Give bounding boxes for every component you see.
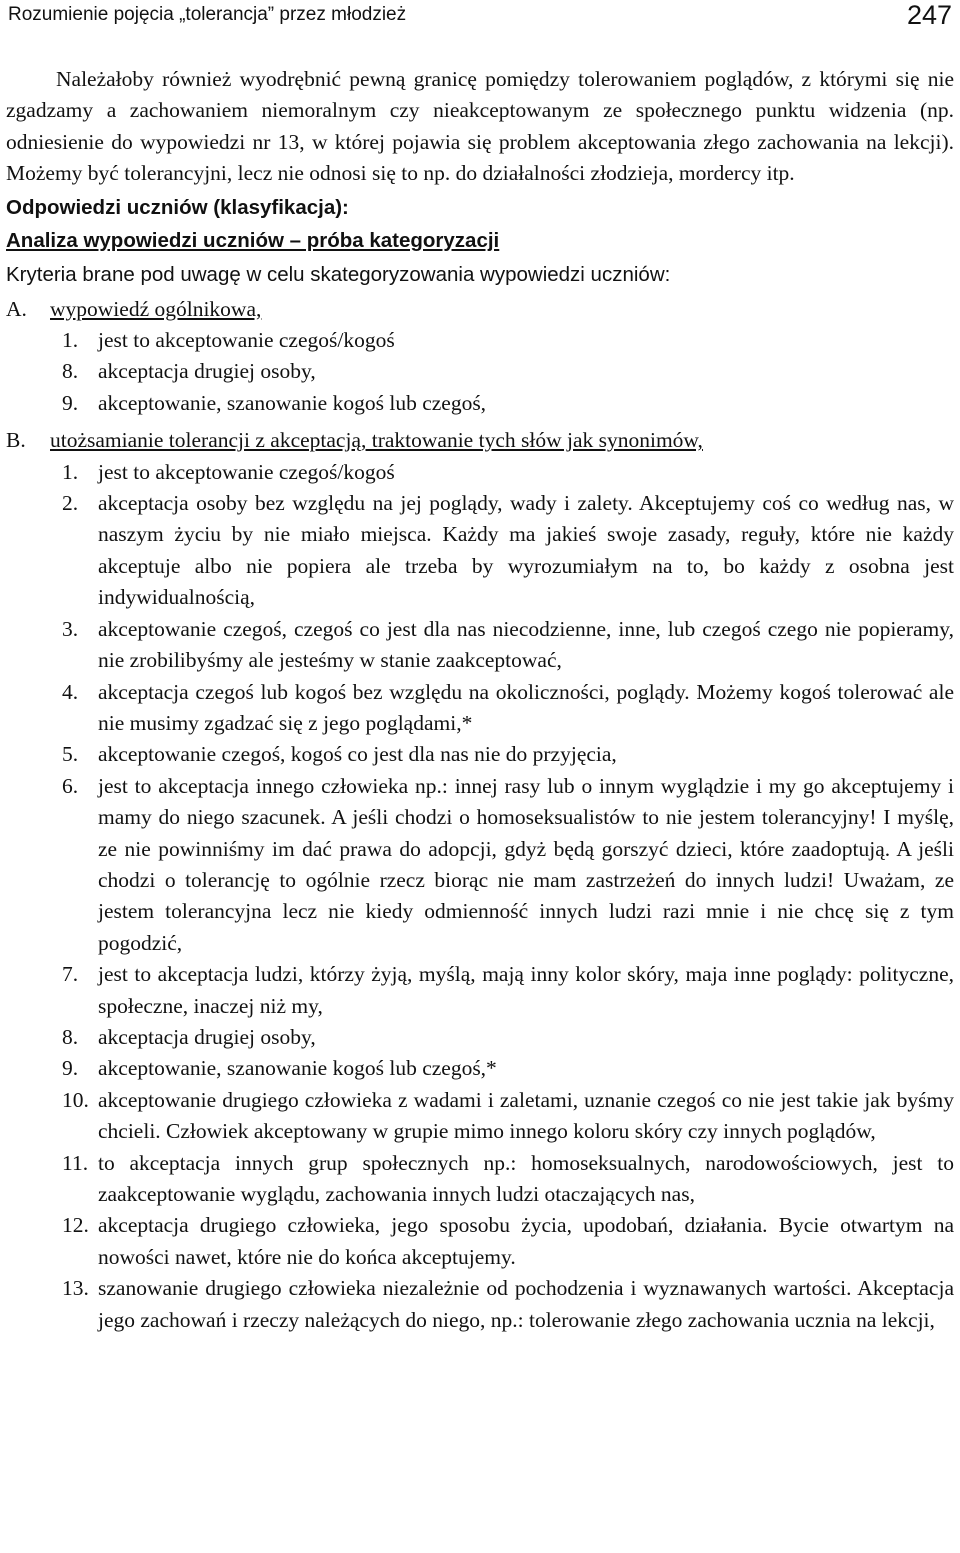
list-item-number: 5. [62, 742, 79, 767]
list-item [6, 1148, 954, 1211]
list-item [6, 1085, 954, 1148]
list-item [6, 488, 954, 614]
list-item-number: 4. [62, 679, 79, 704]
list-item-number: 1. [62, 459, 79, 484]
list-item [6, 677, 954, 740]
running-header: Rozumienie pojęcia „tolerancja” przez młodzież [8, 4, 407, 25]
list-item-text: szanowanie drugiego człowieka niezależnie od pochodzenia i wyznawanych wartości. Akceptacja jego zachowań i rzeczy należących do niego, np.: tolerowanie złego zachowania ucznia na lekcji, [98, 1276, 954, 1332]
list-item-number: 13. [62, 1276, 89, 1301]
list-item-text: jest to akceptowanie czegoś/kogoś [98, 459, 395, 484]
list-item-number: 9. [62, 390, 79, 415]
list-item [6, 1022, 954, 1053]
list-item-text: jest to akceptacja innego człowieka np.: innej rasy lub o innym wyglądzie i my go akceptujemy i mamy do niego szacunek. A jeśli chodzi o homoseksualistów to nie jestem tolerancyjny! I myślę, ze nie powinniśmy im dać prawa do adopcji, gdyż będą gorszyć dzieci, które zaadoptują. A jeśli chodzi o tolerancję to ogólnie rzecz biorąc nie mam zastrzeżeń do innych ludzi! Uważam, ze jestem tolerancyjna lecz nie kiedy odmienność innych ludzi razi mnie i nie chcę się z tym pogodzić, [98, 773, 954, 955]
heading-analysis: Analiza wypowiedzi uczniów – próba kategoryzacji [6, 228, 500, 252]
section-b-list [6, 457, 954, 1336]
list-item [6, 614, 954, 677]
list-item-number: 9. [62, 1056, 79, 1081]
list-item-number: 1. [62, 328, 79, 353]
section-a-letter: A. [6, 296, 27, 321]
list-item-text: akceptowanie, szanowanie kogoś lub czegoś, [98, 390, 487, 415]
list-item-number: 8. [62, 359, 79, 384]
list-item-text: akceptowanie czegoś, kogoś co jest dla nas nie do przyjęcia, [98, 742, 617, 767]
list-item-number: 3. [62, 616, 79, 641]
list-item [6, 325, 954, 356]
list-item-number: 2. [62, 491, 79, 516]
list-item [6, 959, 954, 1022]
list-item [6, 457, 954, 488]
list-item-text: jest to akceptacja ludzi, którzy żyją, myślą, mają inny kolor skóry, maja inne poglądy: polityczne, społeczne, inaczej niż my, [98, 962, 954, 1018]
list-item [6, 1273, 954, 1336]
page-number: 247 [906, 0, 952, 30]
list-item-text: jest to akceptowanie czegoś/kogoś [98, 328, 395, 353]
list-item-number: 12. [62, 1213, 89, 1238]
list-item [6, 771, 954, 959]
list-item [6, 388, 954, 419]
section-b-title: utożsamianie tolerancji z akceptacją, traktowanie tych słów jak synonimów, [50, 428, 703, 453]
section-a-list [6, 325, 954, 419]
list-item-text: akceptacja czegoś lub kogoś bez względu na okoliczności, poglądy. Możemy kogoś tolerować ale nie musimy zgadzać się z jego poglądami,* [98, 679, 954, 735]
heading-classification: Odpowiedzi uczniów (klasyfikacja): [6, 195, 349, 219]
page-content [6, 64, 954, 1336]
list-item [6, 739, 954, 770]
list-item-number: 11. [62, 1150, 89, 1175]
list-item-text: akceptowanie, szanowanie kogoś lub czegoś,* [98, 1056, 497, 1081]
list-item-number: 10. [62, 1087, 89, 1112]
list-item-number: 8. [62, 1024, 79, 1049]
list-item-text: akceptacja drugiego człowieka, jego sposobu życia, upodobań, działania. Bycie otwartym na nowości nawet, które nie do końca akceptujemy. [98, 1213, 954, 1269]
section-b-label [6, 425, 954, 456]
list-item-text: akceptowanie czegoś, czegoś co jest dla nas niecodzienne, inne, lub czegoś czego nie popieramy, nie zrobilibyśmy ale jesteśmy w stanie zaakceptować, [98, 616, 954, 673]
list-item-text: akceptacja drugiej osoby, [98, 359, 316, 384]
list-item-text: to akceptacja innych grup społecznych np.: homoseksualnych, narodowościowych, jest to zaakceptowanie wyglądu, zachowania innych ludzi otaczających nas, [98, 1150, 954, 1206]
intro-paragraph: Należałoby również wyodrębnić pewną granicę pomiędzy tolerowaniem poglądów, z którymi się nie zgadzamy a zachowaniem niemoralnym czy nieakceptowanym ze społecznego punktu widzenia (np. odniesienie do wypowiedzi nr 13, w której pojawia się problem akceptowania złego zachowania na lekcji). Możemy być tolerancyjni, lecz nie odnosi się to np. do działalności złodzieja, mordercy itp. [6, 67, 954, 186]
list-item-text: akceptowanie drugiego człowieka z wadami i zaletami, uznanie czegoś co nie jest takie jak byśmy chcieli. Człowiek akceptowany w grupie mimo innego koloru skóry czy innych poglądów, [98, 1087, 954, 1144]
list-item-number: 6. [62, 773, 79, 798]
list-item-number: 7. [62, 962, 79, 987]
list-item-text: akceptacja drugiej osoby, [98, 1024, 316, 1049]
section-a-label [6, 294, 954, 325]
criteria-line: Kryteria brane pod uwagę w celu skategoryzowania wypowiedzi uczniów: [6, 262, 671, 286]
list-item [6, 356, 954, 387]
list-item-text: akceptacja osoby bez względu na jej poglądy, wady i zalety. Akceptujemy coś co według nas, w naszym życiu by nie miało miejsca. Każdy ma jakieś swoje zasady, reguły, które nie każdy akceptuje albo nie popiera ale trzeba by wyrozumiałym na to, bo każdy z osobna jest indywidualnością, [98, 491, 954, 610]
list-item [6, 1053, 954, 1084]
section-a-title: wypowiedź ogólnikowa, [50, 296, 262, 321]
list-item [6, 1210, 954, 1273]
section-b-letter: B. [6, 428, 26, 453]
